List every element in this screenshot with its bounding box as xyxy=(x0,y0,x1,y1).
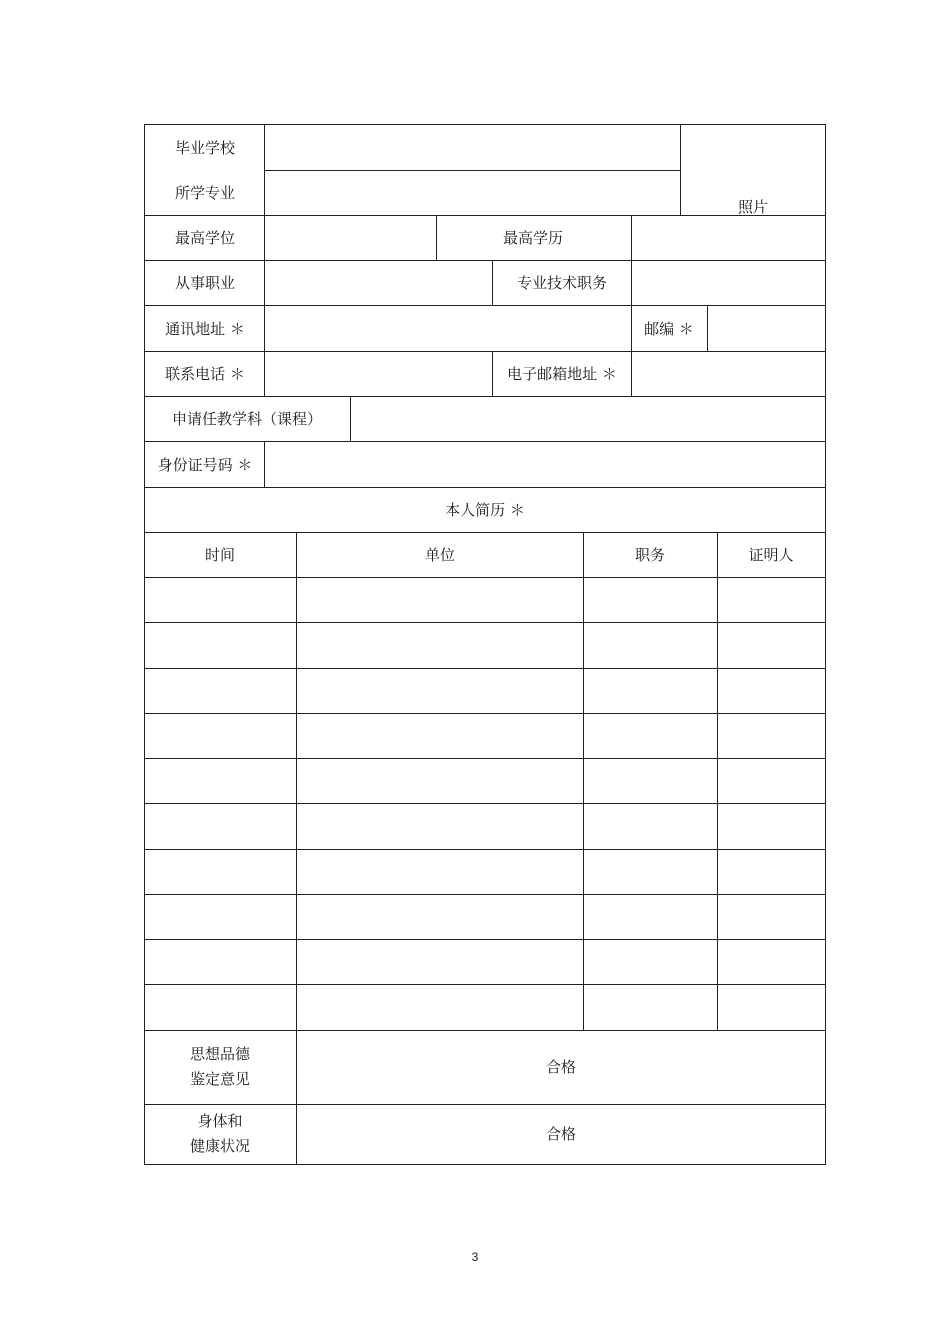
resume-header-referee: 证明人 xyxy=(748,546,794,564)
label-occupation: 从事职业 xyxy=(174,274,236,292)
resume-header-time: 时间 xyxy=(204,546,236,564)
label-health-status: 身体和 健康状况 xyxy=(189,1112,251,1155)
label-id-number: 身份证号码 ＊ xyxy=(157,456,253,474)
label-postcode: 邮编 ＊ xyxy=(644,320,694,338)
resume-header-position: 职务 xyxy=(634,546,666,564)
label-graduated-school: 毕业学校 xyxy=(174,139,236,157)
resume-header-unit: 单位 xyxy=(424,546,456,564)
label-email: 电子邮箱地址 ＊ xyxy=(507,365,617,383)
label-moral-assessment: 思想品德 鉴定意见 xyxy=(189,1045,251,1088)
label-teaching-subject: 申请任教学科（课程） xyxy=(171,410,323,428)
label-highest-education: 最高学历 xyxy=(502,229,564,247)
resume-title: 本人简历 ＊ xyxy=(445,501,525,519)
value-health-status: 合格 xyxy=(545,1125,577,1143)
page-number: 3 xyxy=(471,1250,479,1264)
photo-placeholder: 照片 xyxy=(737,198,769,216)
label-phone: 联系电话 ＊ xyxy=(165,365,245,383)
value-moral-assessment: 合格 xyxy=(545,1058,577,1076)
label-major: 所学专业 xyxy=(174,184,236,202)
teacher-application-form xyxy=(144,124,826,1165)
label-highest-degree: 最高学位 xyxy=(174,229,236,247)
label-address: 通讯地址 ＊ xyxy=(165,320,245,338)
label-professional-title: 专业技术职务 xyxy=(516,274,608,292)
